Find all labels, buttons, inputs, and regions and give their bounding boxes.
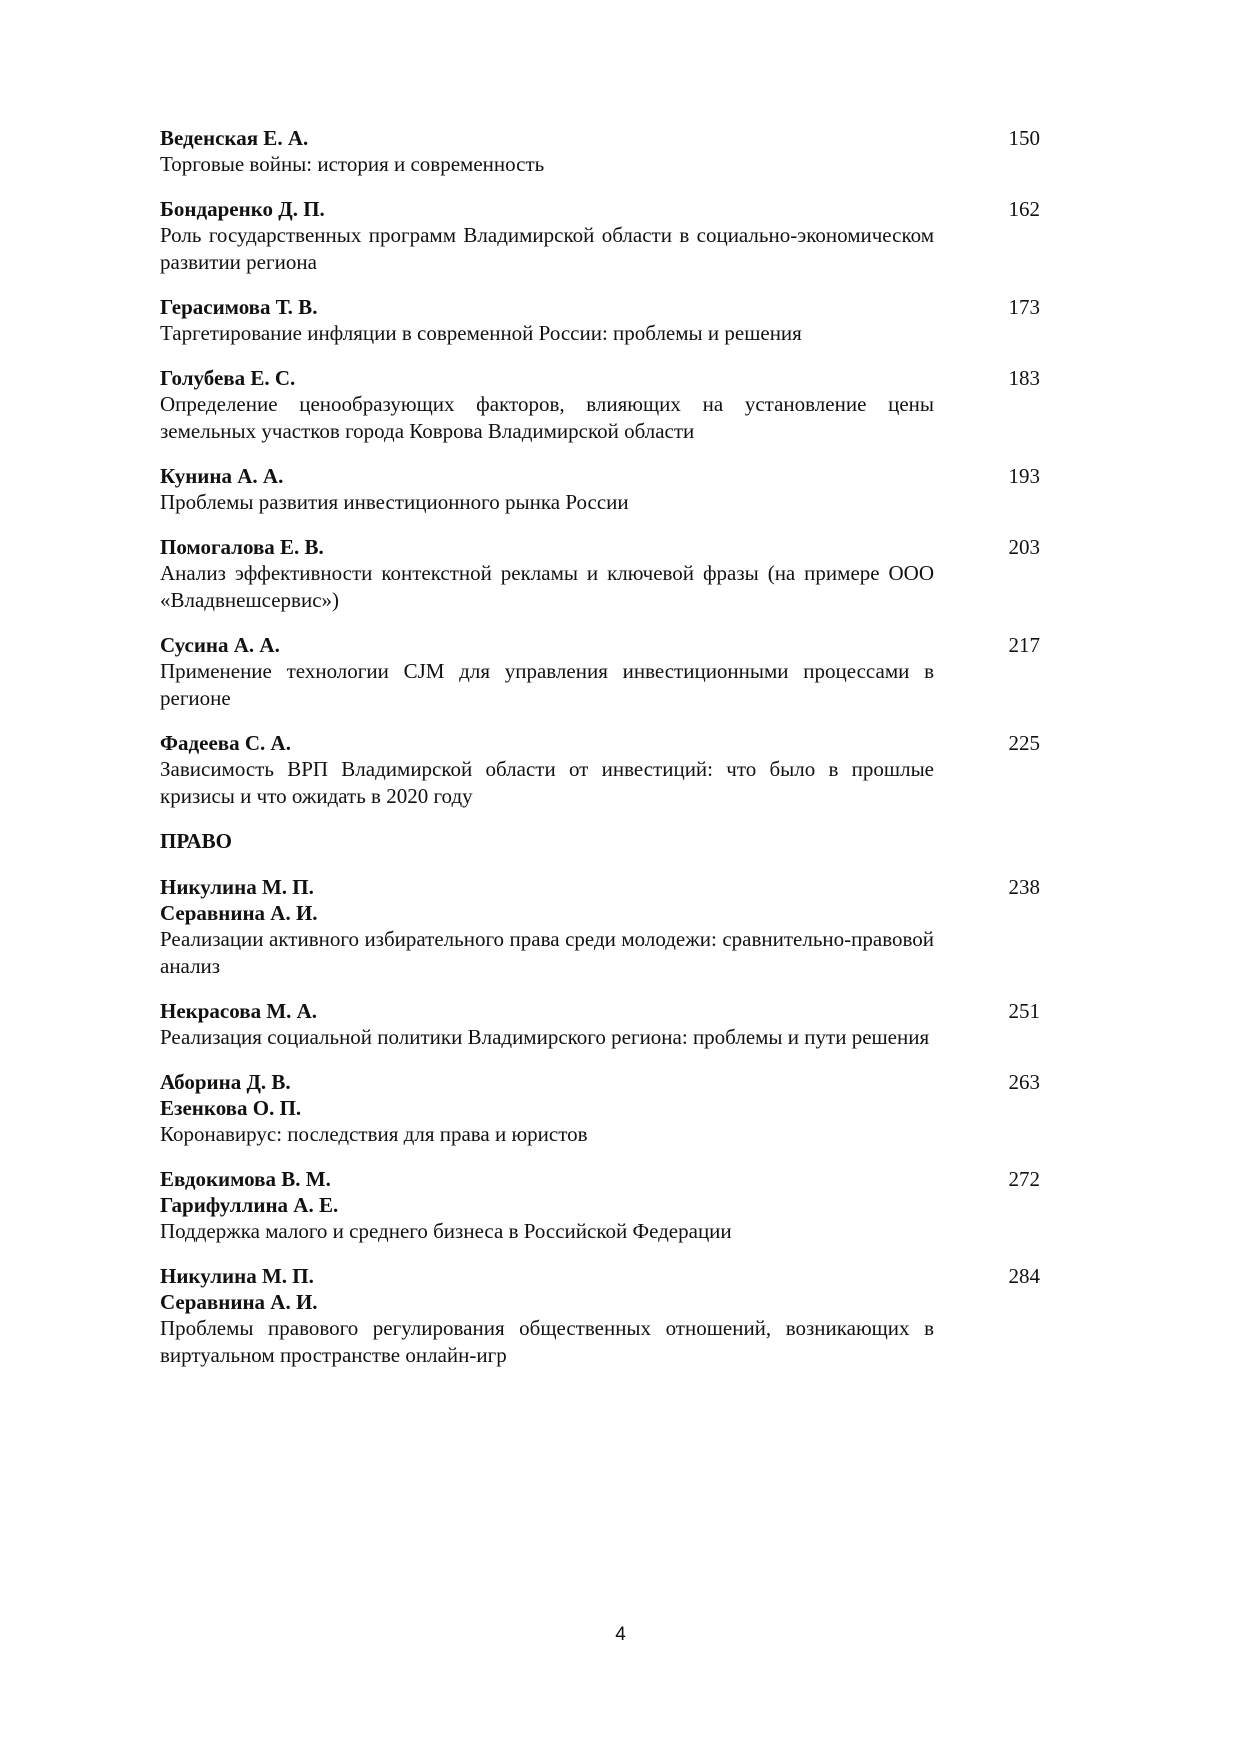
toc-entry-title: Проблемы развития инвестиционного рынка России — [160, 490, 629, 514]
toc-entry-author: Герасимова Т. В. — [160, 295, 318, 319]
toc-entry-title: Реализации активного избирательного права среди молодежи: сравнительно-правовой анализ — [160, 927, 934, 978]
toc-entry-author: Голубева Е. С. — [160, 366, 296, 390]
toc-entry-page-number: 150 — [1008, 126, 1040, 150]
toc-entry-page-number: 203 — [1008, 535, 1040, 559]
toc-entry[interactable] — [160, 730, 1040, 810]
toc-entry-page-number: 183 — [1008, 366, 1040, 390]
toc-entry[interactable] — [160, 998, 1040, 1051]
toc-entry-title: Поддержка малого и среднего бизнеса в Российской Федерации — [160, 1219, 732, 1243]
toc-entry-author: Серавнина А. И. — [160, 901, 318, 925]
toc-entry-page-number: 162 — [1008, 197, 1040, 221]
toc-entry-page-number: 193 — [1008, 464, 1040, 488]
toc-entry-title: Анализ эффективности контекстной рекламы и ключевой фразы (на примере ООО «Владвнешсервис») — [160, 561, 934, 612]
toc-entry[interactable] — [160, 196, 1040, 276]
toc-entry-page-number: 173 — [1008, 295, 1040, 319]
toc-entry-author: Аборина Д. В. — [160, 1070, 291, 1094]
toc-entry[interactable] — [160, 1069, 1040, 1148]
toc-entry[interactable] — [160, 632, 1040, 712]
toc-entry-author: Бондаренко Д. П. — [160, 197, 325, 221]
toc-entry-title: Определение ценообразующих факторов, влияющих на установление цены земельных участков города Коврова Владимирской области — [160, 392, 934, 443]
table-of-contents — [160, 125, 1040, 1387]
toc-entry-author: Евдокимова В. М. — [160, 1167, 331, 1191]
toc-entry-author: Кунина А. А. — [160, 464, 284, 488]
toc-entry-page-number: 263 — [1008, 1070, 1040, 1094]
toc-entry-title: Проблемы правового регулирования общественных отношений, возникающих в виртуальном пространстве онлайн-игр — [160, 1316, 934, 1367]
toc-entry-title: Торговые войны: история и современность — [160, 152, 545, 176]
toc-entry-author: Никулина М. П. — [160, 875, 314, 899]
toc-entry[interactable] — [160, 534, 1040, 614]
toc-entry[interactable] — [160, 1263, 1040, 1369]
toc-entry-author: Некрасова М. А. — [160, 999, 318, 1023]
toc-entry-title: Применение технологии CJM для управления инвестиционными процессами в регионе — [160, 659, 934, 710]
toc-entry-author: Езенкова О. П. — [160, 1096, 302, 1120]
toc-entry-author: Веденская Е. А. — [160, 126, 309, 150]
toc-entry[interactable] — [160, 365, 1040, 445]
toc-entry-page-number: 238 — [1008, 875, 1040, 899]
toc-entry[interactable] — [160, 463, 1040, 516]
page-number: 4 — [615, 1624, 626, 1645]
section-heading: ПРАВО — [160, 829, 232, 853]
toc-entry-author: Сусина А. А. — [160, 633, 280, 657]
toc-entry-author: Никулина М. П. — [160, 1264, 314, 1288]
toc-entry-title: Зависимость ВРП Владимирской области от инвестиций: что было в прошлые кризисы и что ожидать в 2020 году — [160, 757, 934, 808]
toc-entry-author: Гарифуллина А. Е. — [160, 1193, 339, 1217]
toc-entry-title: Реализация социальной политики Владимирского региона: проблемы и пути решения — [160, 1025, 930, 1049]
toc-entry-title: Таргетирование инфляции в современной России: проблемы и решения — [160, 321, 802, 345]
toc-entry-page-number: 284 — [1008, 1264, 1040, 1288]
toc-entry-page-number: 225 — [1008, 731, 1040, 755]
toc-entry[interactable] — [160, 874, 1040, 980]
toc-entry-author: Серавнина А. И. — [160, 1290, 318, 1314]
toc-entry-page-number: 217 — [1008, 633, 1040, 657]
toc-entry[interactable] — [160, 125, 1040, 178]
toc-entry[interactable] — [160, 1166, 1040, 1245]
toc-entry-title: Роль государственных программ Владимирской области в социально-экономическом развитии региона — [160, 223, 934, 274]
toc-entry-page-number: 251 — [1008, 999, 1040, 1023]
toc-entry-author: Фадеева С. А. — [160, 731, 291, 755]
toc-entry-title: Коронавирус: последствия для права и юристов — [160, 1122, 588, 1146]
toc-entry-author: Помогалова Е. В. — [160, 535, 324, 559]
toc-entry-page-number: 272 — [1008, 1167, 1040, 1191]
toc-entry[interactable] — [160, 294, 1040, 347]
